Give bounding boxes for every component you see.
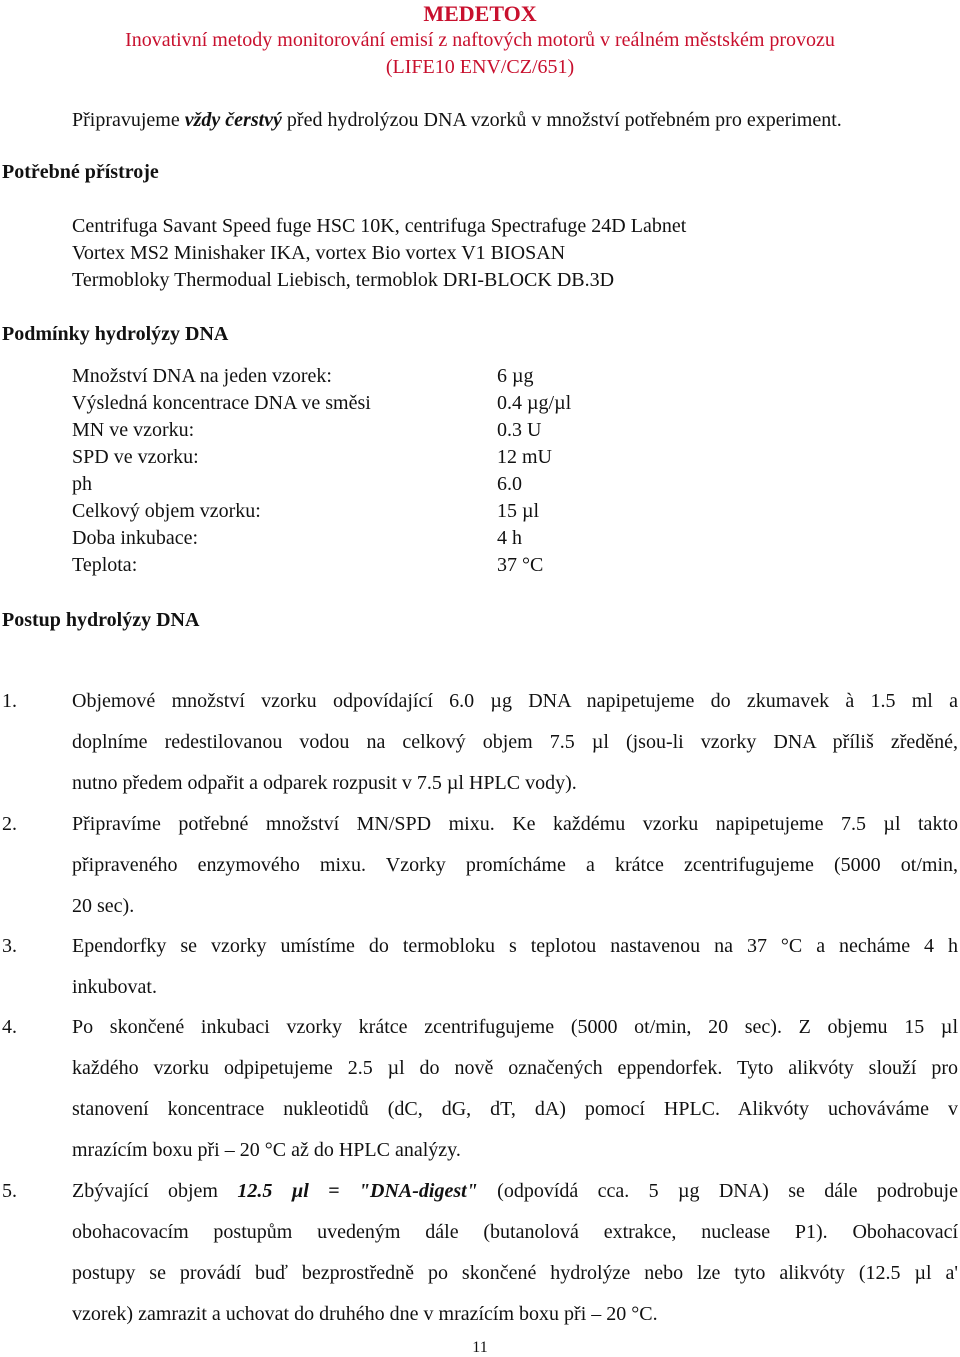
step-line: nutno předem odpařit a odparek rozpusit v 7.5 µl HPLC vody). <box>72 772 577 794</box>
intro-after: před hydrolýzou DNA vzorků v množství potřebném pro experiment. <box>281 109 842 131</box>
conditions-heading: Podmínky hydrolýzy DNA <box>2 323 229 345</box>
instrument-line: Termobloky Thermodual Liebisch, termoblok DRI-BLOCK DB.3D <box>72 269 615 291</box>
condition-value: 37 °C <box>497 554 544 576</box>
step-number: 1. <box>2 690 17 712</box>
condition-label: Množství DNA na jeden vzorek: <box>72 365 332 387</box>
step-line: postupy se provádí buď bezprostředně po skončené hydrolýze nebo lze tyto alikvóty (12.5 µl a' <box>72 1262 958 1284</box>
header-title: MEDETOX <box>423 1 537 26</box>
condition-label: MN ve vzorku: <box>72 419 195 441</box>
procedure-heading: Postup hydrolýzy DNA <box>2 609 200 631</box>
step-number: 4. <box>2 1016 17 1038</box>
step-text: Zbývající objem <box>72 1180 238 1202</box>
step-emphasis: 12.5 µl = "DNA-digest" <box>237 1180 478 1202</box>
step-line <box>72 1179 958 1203</box>
condition-label: Doba inkubace: <box>72 527 199 549</box>
step-line: vzorek) zamrazit a uchovat do druhého dne v mrazícím boxu při – 20 °C. <box>72 1303 658 1325</box>
step-text: (odpovídá cca. 5 µg DNA) se dále podrobuje <box>477 1180 958 1202</box>
page-number: 11 <box>472 1339 488 1356</box>
condition-label: Teplota: <box>72 554 138 576</box>
step-line: doplníme redestilovanou vodou na celkový objem 7.5 µl (jsou-li vzorky DNA příliš zředěné, <box>72 731 958 753</box>
instruments-heading: Potřebné přístroje <box>2 161 159 183</box>
condition-label: Výsledná koncentrace DNA ve směsi <box>72 392 371 414</box>
step-line: Po skončené inkubaci vzorky krátce zcentrifugujeme (5000 ot/min, 20 sec). Z objemu 15 µl <box>72 1016 958 1038</box>
step-number: 5. <box>2 1180 17 1202</box>
step-number: 3. <box>2 935 17 957</box>
header-subtitle: Inovativní metody monitorování emisí z naftových motorů v reálném městském provozu <box>125 29 835 51</box>
step-line: každého vzorku odpipetujeme 2.5 µl do nově označených eppendorfek. Tyto alikvóty slouží pro <box>72 1057 958 1079</box>
header-project-code: (LIFE10 ENV/CZ/651) <box>385 56 575 78</box>
condition-value: 0.4 µg/µl <box>497 392 572 414</box>
intro-sentence <box>72 108 842 132</box>
condition-value: 4 h <box>497 527 522 549</box>
intro-emphasis: vždy čerstvý <box>184 109 282 131</box>
step-line: 20 sec). <box>72 895 135 917</box>
condition-value: 6.0 <box>497 473 522 495</box>
condition-label: SPD ve vzorku: <box>72 446 199 468</box>
step-line: Ependorfky se vzorky umístíme do termobloku s teplotou nastavenou na 37 °C a necháme 4 h <box>72 935 958 957</box>
step-line: obohacovacím postupům uvedeným dále (butanolová extrakce, nuclease P1). Obohacovací <box>72 1221 958 1243</box>
step-line: inkubovat. <box>72 976 157 998</box>
step-line: Objemové množství vzorku odpovídající 6.0 µg DNA napipetujeme do zkumavek à 1.5 ml a <box>72 690 958 712</box>
condition-value: 15 µl <box>497 500 540 522</box>
condition-value: 0.3 U <box>497 419 542 441</box>
step-number: 2. <box>2 813 17 835</box>
condition-label: ph <box>72 473 92 495</box>
step-line: připraveného enzymového mixu. Vzorky promícháme a krátce zcentrifugujeme (5000 ot/min, <box>72 854 958 876</box>
step-line: stanovení koncentrace nukleotidů (dC, dG, dT, dA) pomocí HPLC. Alikvóty uchováváme v <box>72 1098 958 1120</box>
instrument-line: Centrifuga Savant Speed fuge HSC 10K, centrifuga Spectrafuge 24D Labnet <box>72 215 687 237</box>
condition-label: Celkový objem vzorku: <box>72 500 261 522</box>
instrument-line: Vortex MS2 Minishaker IKA, vortex Bio vortex V1 BIOSAN <box>72 242 566 264</box>
condition-value: 6 µg <box>497 365 534 387</box>
step-line: mrazícím boxu při – 20 °C až do HPLC analýzy. <box>72 1139 461 1161</box>
step-line: Připravíme potřebné množství MN/SPD mixu. Ke každému vzorku napipetujeme 7.5 µl takto <box>72 813 958 835</box>
intro-before: Připravujeme <box>72 109 185 131</box>
condition-value: 12 mU <box>497 446 552 468</box>
